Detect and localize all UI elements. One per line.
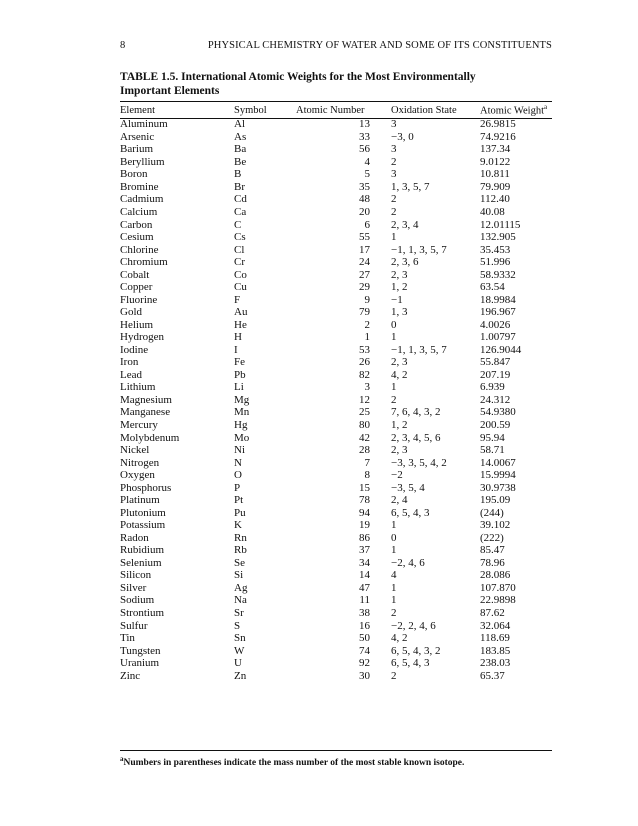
cell-oxidation-state: 2, 3 <box>391 268 408 281</box>
cell-atomic-number: 92 <box>359 657 370 670</box>
cell-atomic-weight: 65.37 <box>480 669 505 682</box>
cell-symbol: Cs <box>234 231 246 244</box>
cell-element: Selenium <box>120 556 162 569</box>
table-row <box>120 557 552 570</box>
cell-oxidation-state: 1 <box>391 519 397 532</box>
cell-element: Phosphorus <box>120 481 172 494</box>
cell-element: Strontium <box>120 606 165 619</box>
column-header-atomic-number: Atomic Number <box>296 104 365 116</box>
cell-atomic-weight: 137.34 <box>480 143 511 156</box>
cell-atomic-number: 7 <box>364 456 370 469</box>
cell-oxidation-state: 3 <box>391 118 397 131</box>
table-row <box>120 456 552 469</box>
cell-element: Barium <box>120 143 153 156</box>
table-bottom-rule <box>120 750 552 751</box>
cell-oxidation-state: −1, 1, 3, 5, 7 <box>391 243 447 256</box>
table-row <box>120 156 552 169</box>
cell-element: Carbon <box>120 218 153 231</box>
cell-atomic-number: 74 <box>359 644 370 657</box>
cell-oxidation-state: 2 <box>391 205 397 218</box>
atomic-weights-table <box>120 102 552 682</box>
cell-oxidation-state: 2 <box>391 393 397 406</box>
table-row <box>120 256 552 269</box>
cell-symbol: S <box>234 619 241 632</box>
cell-atomic-number: 86 <box>359 531 370 544</box>
cell-atomic-weight: 10.811 <box>480 168 510 181</box>
cell-atomic-weight: 54.9380 <box>480 406 516 419</box>
cell-atomic-weight: 132.905 <box>480 231 516 244</box>
table-row <box>120 193 552 206</box>
table-row <box>120 619 552 632</box>
table-row <box>120 431 552 444</box>
cell-atomic-number: 48 <box>359 193 370 206</box>
cell-symbol: Ni <box>234 444 245 457</box>
cell-atomic-weight: 32.064 <box>480 619 511 632</box>
cell-atomic-weight: 126.9044 <box>480 343 522 356</box>
cell-element: Nickel <box>120 444 150 457</box>
cell-symbol: Cl <box>234 243 245 256</box>
cell-symbol: Se <box>234 556 245 569</box>
cell-oxidation-state: 4 <box>391 569 397 582</box>
table-row <box>120 231 552 244</box>
cell-atomic-weight: 63.54 <box>480 281 505 294</box>
cell-atomic-weight: 40.08 <box>480 205 505 218</box>
cell-symbol: Pu <box>234 506 246 519</box>
cell-atomic-weight: 1.00797 <box>480 331 516 344</box>
table-row <box>120 319 552 332</box>
cell-atomic-weight: 200.59 <box>480 419 511 432</box>
cell-symbol: K <box>234 519 242 532</box>
cell-element: Sulfur <box>120 619 148 632</box>
cell-element: Chromium <box>120 256 168 269</box>
cell-element: Helium <box>120 318 153 331</box>
cell-oxidation-state: 0 <box>391 318 397 331</box>
cell-symbol: W <box>234 644 245 657</box>
cell-atomic-weight: 95.94 <box>480 431 505 444</box>
cell-element: Mercury <box>120 419 158 432</box>
table-row <box>120 519 552 532</box>
cell-element: Tungsten <box>120 644 161 657</box>
cell-symbol: Pt <box>234 494 244 507</box>
cell-oxidation-state: 6, 5, 4, 3, 2 <box>391 644 441 657</box>
cell-symbol: Ba <box>234 143 247 156</box>
table-row <box>120 381 552 394</box>
cell-atomic-weight: 39.102 <box>480 519 511 532</box>
cell-atomic-weight: 79.909 <box>480 180 511 193</box>
cell-oxidation-state: 3 <box>391 168 397 181</box>
cell-oxidation-state: 4, 2 <box>391 632 408 645</box>
cell-atomic-number: 28 <box>359 444 370 457</box>
cell-symbol: Rb <box>234 544 247 557</box>
cell-atomic-number: 26 <box>359 356 370 369</box>
cell-atomic-weight: 35.453 <box>480 243 511 256</box>
column-header-atomic-weight <box>474 102 552 118</box>
cell-atomic-number: 38 <box>359 606 370 619</box>
table-row <box>120 218 552 231</box>
cell-atomic-weight: 24.312 <box>480 393 511 406</box>
cell-atomic-number: 37 <box>359 544 370 557</box>
cell-symbol: He <box>234 318 247 331</box>
cell-oxidation-state: 1 <box>391 231 397 244</box>
cell-oxidation-state: 1, 3, 5, 7 <box>391 180 430 193</box>
cell-atomic-number: 94 <box>359 506 370 519</box>
cell-element: Silver <box>120 581 147 594</box>
cell-symbol: U <box>234 657 242 670</box>
table-row <box>120 607 552 620</box>
table-row <box>120 268 552 281</box>
cell-element: Tin <box>120 632 135 645</box>
cell-symbol: Sr <box>234 606 244 619</box>
cell-oxidation-state: −3, 3, 5, 4, 2 <box>391 456 447 469</box>
cell-symbol: Hg <box>234 419 248 432</box>
table-row <box>120 281 552 294</box>
cell-atomic-weight: 74.9216 <box>480 130 516 143</box>
cell-atomic-number: 3 <box>364 381 370 394</box>
table-row <box>120 168 552 181</box>
cell-oxidation-state: 6, 5, 4, 3 <box>391 506 430 519</box>
cell-oxidation-state: 2, 3, 4 <box>391 218 419 231</box>
table-footnote <box>120 755 560 768</box>
cell-oxidation-state: 2, 4 <box>391 494 408 507</box>
cell-element: Manganese <box>120 406 171 419</box>
cell-oxidation-state: 2 <box>391 669 397 682</box>
cell-atomic-number: 27 <box>359 268 370 281</box>
cell-symbol: H <box>234 331 242 344</box>
table-row <box>120 394 552 407</box>
cell-atomic-weight: 207.19 <box>480 368 511 381</box>
cell-symbol: Zn <box>234 669 247 682</box>
cell-element: Cobalt <box>120 268 150 281</box>
cell-element: Calcium <box>120 205 158 218</box>
cell-element: Platinum <box>120 494 160 507</box>
cell-oxidation-state: −2, 4, 6 <box>391 556 425 569</box>
cell-oxidation-state: −1 <box>391 293 403 306</box>
cell-oxidation-state: −2 <box>391 469 403 482</box>
table-caption <box>120 70 552 98</box>
cell-oxidation-state: 1 <box>391 381 397 394</box>
cell-oxidation-state: −3, 5, 4 <box>391 481 425 494</box>
cell-oxidation-state: 6, 5, 4, 3 <box>391 657 430 670</box>
column-header-element: Element <box>120 104 155 116</box>
cell-atomic-weight: 30.9738 <box>480 481 516 494</box>
cell-symbol: Si <box>234 569 244 582</box>
table-body <box>120 118 552 682</box>
cell-oxidation-state: −1, 1, 3, 5, 7 <box>391 343 447 356</box>
cell-atomic-number: 1 <box>364 331 370 344</box>
table-row <box>120 406 552 419</box>
cell-oxidation-state: 4, 2 <box>391 368 408 381</box>
table-caption-line-2: Important Elements <box>120 85 220 97</box>
cell-atomic-number: 13 <box>359 118 370 131</box>
cell-element: Bromine <box>120 180 159 193</box>
cell-oxidation-state: −2, 2, 4, 6 <box>391 619 436 632</box>
cell-symbol: Cr <box>234 256 245 269</box>
cell-atomic-weight: 9.0122 <box>480 155 511 168</box>
cell-element: Chlorine <box>120 243 159 256</box>
cell-atomic-number: 55 <box>359 231 370 244</box>
cell-atomic-weight: 15.9994 <box>480 469 516 482</box>
cell-atomic-weight: 51.996 <box>480 256 511 269</box>
cell-oxidation-state: 1, 3 <box>391 306 408 319</box>
table-row <box>120 306 552 319</box>
cell-element: Beryllium <box>120 155 165 168</box>
cell-symbol: O <box>234 469 242 482</box>
table-row <box>120 293 552 306</box>
cell-element: Hydrogen <box>120 331 164 344</box>
cell-element: Radon <box>120 531 149 544</box>
cell-element: Sodium <box>120 594 155 607</box>
cell-atomic-number: 20 <box>359 205 370 218</box>
atomic-weight-note-marker: a <box>544 103 548 112</box>
cell-atomic-number: 24 <box>359 256 370 269</box>
cell-oxidation-state: 1 <box>391 331 397 344</box>
cell-element: Rubidium <box>120 544 165 557</box>
cell-atomic-number: 34 <box>359 556 370 569</box>
cell-atomic-weight: 18.9984 <box>480 293 516 306</box>
table-row <box>120 419 552 432</box>
cell-atomic-weight: 58.71 <box>480 444 505 457</box>
cell-oxidation-state: 2, 3, 4, 5, 6 <box>391 431 441 444</box>
cell-oxidation-state: 1, 2 <box>391 419 408 432</box>
cell-oxidation-state: 2, 3 <box>391 356 408 369</box>
cell-atomic-weight: 14.0067 <box>480 456 516 469</box>
table-row <box>120 481 552 494</box>
cell-atomic-number: 33 <box>359 130 370 143</box>
table-row <box>120 544 552 557</box>
cell-symbol: Br <box>234 180 245 193</box>
cell-symbol: Li <box>234 381 244 394</box>
table-row <box>120 657 552 670</box>
page-number: 8 <box>120 40 126 51</box>
table-row <box>120 569 552 582</box>
cell-symbol: Au <box>234 306 248 319</box>
cell-element: Potassium <box>120 519 166 532</box>
cell-atomic-weight: 58.9332 <box>480 268 516 281</box>
table-row <box>120 582 552 595</box>
cell-symbol: I <box>234 343 238 356</box>
cell-atomic-weight: 26.9815 <box>480 118 516 131</box>
cell-atomic-number: 9 <box>364 293 370 306</box>
cell-element: Gold <box>120 306 142 319</box>
table-row <box>120 494 552 507</box>
cell-atomic-weight: 112.40 <box>480 193 510 206</box>
table-row <box>120 118 552 131</box>
cell-atomic-number: 56 <box>359 143 370 156</box>
cell-atomic-number: 79 <box>359 306 370 319</box>
cell-oxidation-state: 1, 2 <box>391 281 408 294</box>
column-header-symbol: Symbol <box>234 104 267 116</box>
table-row <box>120 356 552 369</box>
cell-atomic-weight: 118.69 <box>480 632 510 645</box>
table-row <box>120 331 552 344</box>
cell-symbol: As <box>234 130 247 143</box>
cell-symbol: Rn <box>234 531 247 544</box>
cell-atomic-weight: 12.01115 <box>480 218 521 231</box>
column-header-oxidation-state: Oxidation State <box>391 104 457 116</box>
cell-symbol: B <box>234 168 242 181</box>
cell-atomic-number: 19 <box>359 519 370 532</box>
cell-oxidation-state: 2 <box>391 193 397 206</box>
cell-element: Boron <box>120 168 148 181</box>
cell-element: Oxygen <box>120 469 155 482</box>
cell-oxidation-state: 1 <box>391 581 397 594</box>
cell-symbol: Sn <box>234 632 246 645</box>
cell-symbol: Ca <box>234 205 247 218</box>
cell-symbol: Ag <box>234 581 248 594</box>
cell-atomic-weight: 78.96 <box>480 556 505 569</box>
cell-symbol: Fe <box>234 356 245 369</box>
cell-element: Uranium <box>120 657 160 670</box>
cell-oxidation-state: 2 <box>391 606 397 619</box>
cell-symbol: Mg <box>234 393 250 406</box>
cell-oxidation-state: 3 <box>391 143 397 156</box>
cell-atomic-number: 78 <box>359 494 370 507</box>
table-row <box>120 206 552 219</box>
cell-atomic-number: 53 <box>359 343 370 356</box>
cell-atomic-number: 17 <box>359 243 370 256</box>
cell-oxidation-state: −3, 0 <box>391 130 414 143</box>
cell-atomic-weight: (222) <box>480 531 504 544</box>
cell-atomic-weight: 22.9898 <box>480 594 516 607</box>
running-head <box>120 40 552 54</box>
table-row <box>120 669 552 682</box>
cell-atomic-weight: (244) <box>480 506 504 519</box>
cell-atomic-number: 25 <box>359 406 370 419</box>
cell-symbol: Cd <box>234 193 247 206</box>
cell-atomic-weight: 55.847 <box>480 356 511 369</box>
cell-element: Copper <box>120 281 153 294</box>
cell-atomic-number: 30 <box>359 669 370 682</box>
cell-symbol: Pb <box>234 368 246 381</box>
table-row <box>120 594 552 607</box>
table-row <box>120 243 552 256</box>
cell-atomic-weight: 195.09 <box>480 494 511 507</box>
footnote-marker: a <box>120 755 124 763</box>
cell-atomic-number: 5 <box>364 168 370 181</box>
cell-element: Lithium <box>120 381 156 394</box>
cell-atomic-weight: 6.939 <box>480 381 505 394</box>
cell-symbol: Na <box>234 594 247 607</box>
table-row <box>120 181 552 194</box>
cell-element: Molybdenum <box>120 431 180 444</box>
cell-oxidation-state: 0 <box>391 531 397 544</box>
cell-atomic-number: 11 <box>359 594 370 607</box>
cell-symbol: Be <box>234 155 247 168</box>
cell-element: Cadmium <box>120 193 164 206</box>
cell-atomic-number: 50 <box>359 632 370 645</box>
cell-atomic-number: 2 <box>364 318 370 331</box>
table-row <box>120 369 552 382</box>
cell-atomic-weight: 196.967 <box>480 306 516 319</box>
cell-atomic-number: 82 <box>359 368 370 381</box>
cell-element: Cesium <box>120 231 154 244</box>
cell-element: Arsenic <box>120 130 155 143</box>
cell-atomic-number: 14 <box>359 569 370 582</box>
cell-element: Zinc <box>120 669 141 682</box>
cell-symbol: Cu <box>234 281 247 294</box>
cell-oxidation-state: 2 <box>391 155 397 168</box>
cell-atomic-weight: 107.870 <box>480 581 516 594</box>
running-title: PHYSICAL CHEMISTRY OF WATER AND SOME OF ITS CONSTITUENTS <box>207 40 552 51</box>
table-row <box>120 469 552 482</box>
cell-atomic-number: 29 <box>359 281 370 294</box>
cell-element: Nitrogen <box>120 456 160 469</box>
table-row <box>120 344 552 357</box>
table-header-row <box>120 102 552 118</box>
cell-oxidation-state: 7, 6, 4, 3, 2 <box>391 406 441 419</box>
cell-element: Fluorine <box>120 293 158 306</box>
footnote-text: Numbers in parentheses indicate the mass number of the most stable known isotope. <box>123 758 465 769</box>
cell-element: Iodine <box>120 343 149 356</box>
table-row <box>120 644 552 657</box>
cell-atomic-number: 4 <box>364 155 370 168</box>
cell-element: Silicon <box>120 569 152 582</box>
cell-atomic-number: 8 <box>364 469 370 482</box>
cell-atomic-weight: 238.03 <box>480 657 511 670</box>
cell-atomic-number: 35 <box>359 180 370 193</box>
cell-element: Magnesium <box>120 393 172 406</box>
cell-oxidation-state: 1 <box>391 544 397 557</box>
cell-element: Plutonium <box>120 506 166 519</box>
cell-atomic-weight: 28.086 <box>480 569 511 582</box>
cell-symbol: Mo <box>234 431 250 444</box>
cell-atomic-number: 15 <box>359 481 370 494</box>
table-row <box>120 532 552 545</box>
cell-atomic-number: 80 <box>359 419 370 432</box>
cell-symbol: F <box>234 293 241 306</box>
table-row <box>120 632 552 645</box>
cell-symbol: Co <box>234 268 247 281</box>
cell-oxidation-state: 2, 3, 6 <box>391 256 419 269</box>
cell-atomic-number: 47 <box>359 581 370 594</box>
cell-symbol: Al <box>234 118 245 131</box>
table-row <box>120 444 552 457</box>
cell-atomic-weight: 183.85 <box>480 644 511 657</box>
table-row <box>120 131 552 144</box>
cell-atomic-number: 16 <box>359 619 370 632</box>
cell-element: Lead <box>120 368 142 381</box>
cell-symbol: Mn <box>234 406 250 419</box>
cell-atomic-number: 12 <box>359 393 370 406</box>
cell-oxidation-state: 1 <box>391 594 397 607</box>
cell-atomic-weight: 85.47 <box>480 544 505 557</box>
cell-element: Iron <box>120 356 139 369</box>
cell-atomic-number: 6 <box>364 218 370 231</box>
cell-atomic-number: 42 <box>359 431 370 444</box>
cell-element: Aluminum <box>120 118 168 131</box>
table-row <box>120 506 552 519</box>
table-row <box>120 143 552 156</box>
cell-atomic-weight: 87.62 <box>480 606 505 619</box>
table-caption-line-1: TABLE 1.5. International Atomic Weights for the Most Environmentally <box>120 71 476 83</box>
cell-symbol: N <box>234 456 242 469</box>
cell-oxidation-state: 2, 3 <box>391 444 408 457</box>
atomic-weight-header-text: Atomic Weight <box>480 105 544 117</box>
cell-atomic-weight: 4.0026 <box>480 318 511 331</box>
cell-symbol: P <box>234 481 241 494</box>
cell-symbol: C <box>234 218 242 231</box>
